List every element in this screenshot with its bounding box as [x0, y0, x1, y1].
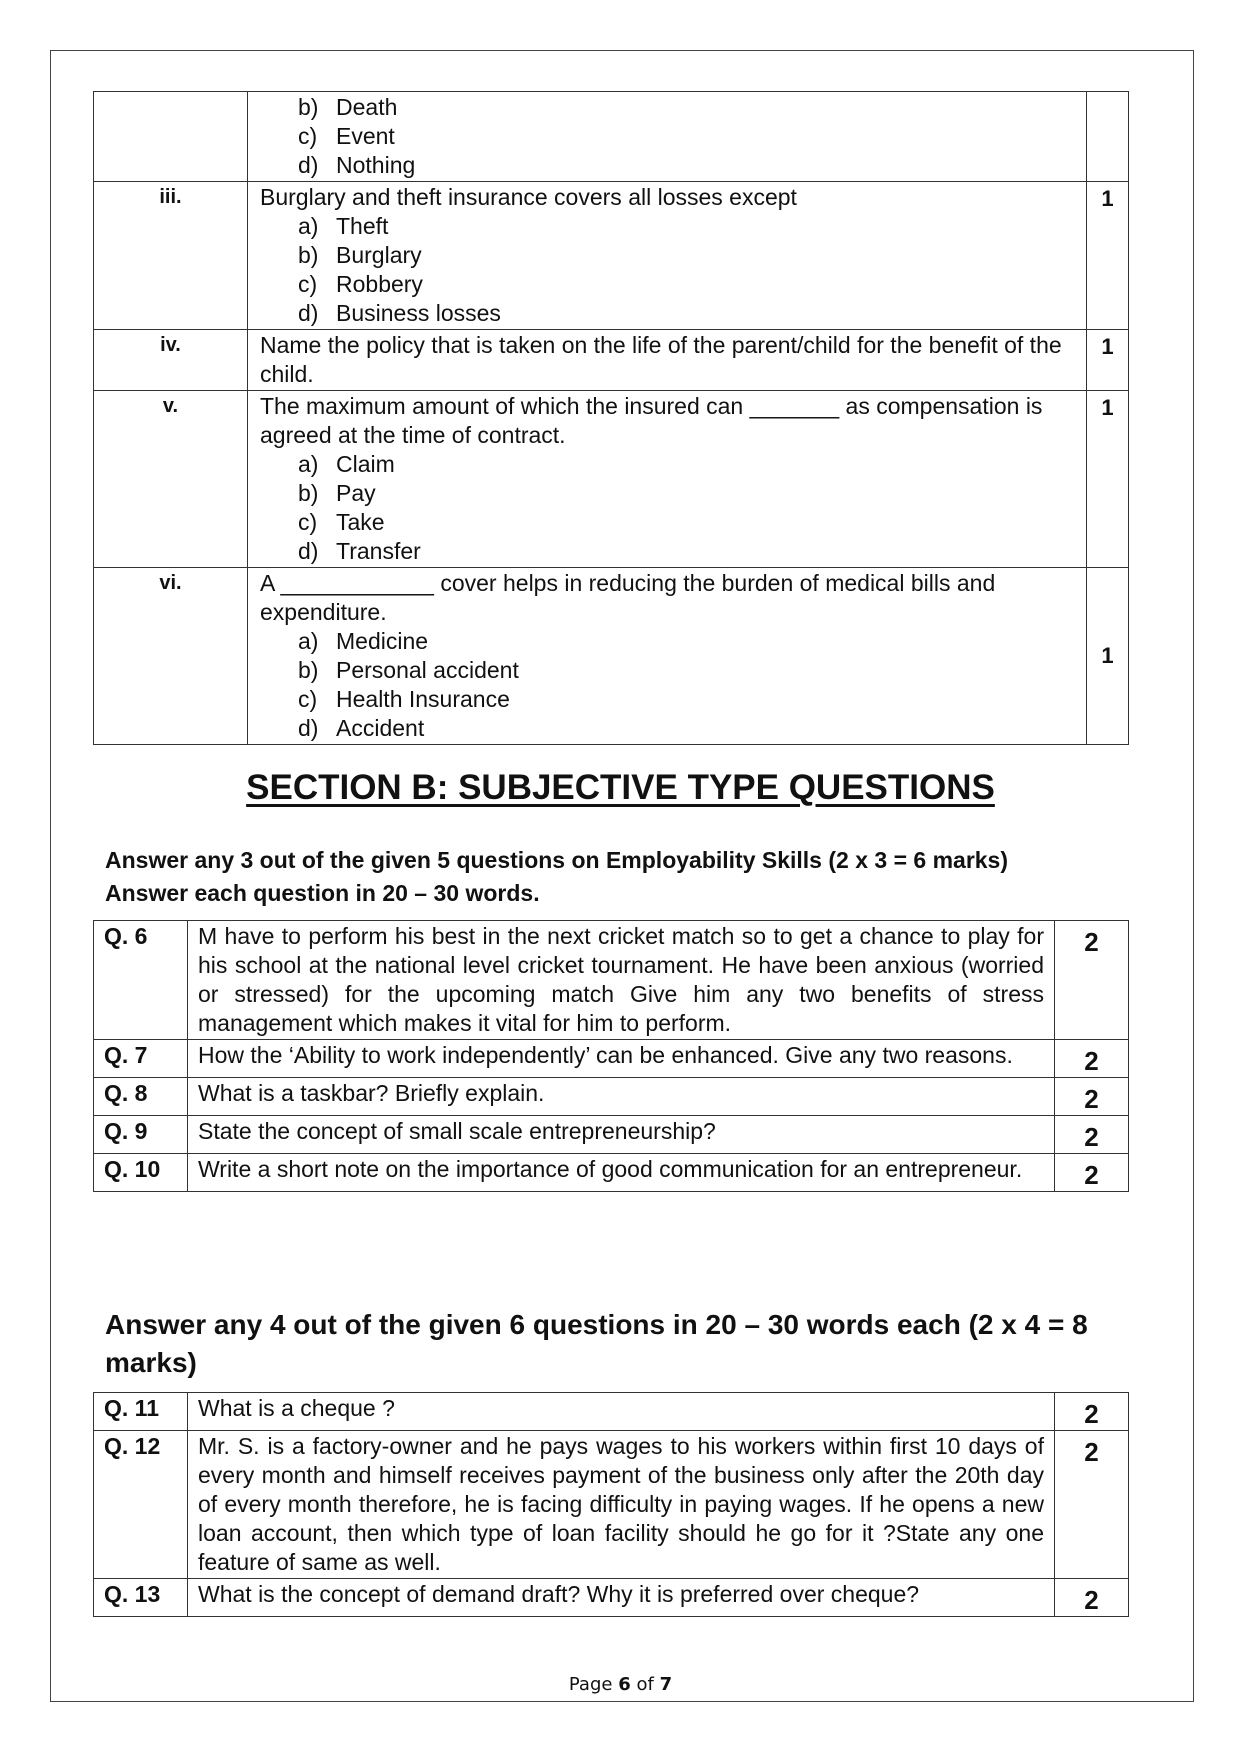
instruction-employability: Answer any 3 out of the given 5 questions on Employability Skills (2 x 3 = 6 marks) [105, 847, 1009, 873]
option-item [260, 299, 1076, 328]
question-number: Q. 11 [94, 1393, 188, 1431]
question-row [94, 1154, 1129, 1192]
marks: 1 [1087, 182, 1129, 330]
option-text: Pay [336, 480, 376, 506]
question-number: v. [94, 391, 248, 568]
option-text: Burglary [336, 242, 422, 268]
option-letter: c) [298, 123, 318, 149]
mcq-row [94, 568, 1129, 745]
mcq-row [94, 182, 1129, 330]
marks: 2 [1055, 1431, 1129, 1579]
question-row [94, 1393, 1129, 1431]
question-row [94, 1040, 1129, 1078]
mcq-row [94, 391, 1129, 568]
question-text: How the ‘Ability to work independently’ can be enhanced. Give any two reasons. [188, 1040, 1055, 1078]
option-item [260, 151, 1076, 180]
question-number: Q. 12 [94, 1431, 188, 1579]
option-text: Death [336, 94, 398, 120]
marks [1087, 92, 1129, 182]
question-text: What is a cheque ? [188, 1393, 1055, 1431]
option-text: Robbery [336, 271, 423, 297]
option-text: Nothing [336, 152, 416, 178]
question-row [94, 1116, 1129, 1154]
option-letter: b) [298, 480, 319, 506]
option-letter: d) [298, 538, 319, 564]
option-item [260, 714, 1076, 743]
option-letter: b) [298, 657, 319, 683]
marks: 1 [1087, 330, 1129, 391]
question-text: Mr. S. is a factory-owner and he pays wages to his workers within first 10 days of every month and himself receives payment of the business only after the 20th day of every month therefore, he is facing difficulty in paying wages. If he opens a new loan account, then which type of loan facility should he go for it ?State any one feature of same as well. [188, 1431, 1055, 1579]
option-item [260, 685, 1076, 714]
question-text: M have to perform his best in the next cricket match so to get a chance to play for his school at the national level cricket tournament. He have been anxious (worried or stressed) for the upcoming match Give him any two benefits of stress management which makes it vital for him to perform. [188, 921, 1055, 1040]
question-cell [248, 92, 1087, 182]
page-total: 7 [659, 1674, 673, 1695]
question-number: iii. [94, 182, 248, 330]
question-text: The maximum amount of which the insured can _______ as compensation is agreed at the time of contract. [260, 393, 1043, 448]
marks: 1 [1087, 568, 1129, 745]
question-number: Q. 8 [94, 1078, 188, 1116]
option-letter: c) [298, 271, 318, 297]
question-cell [248, 568, 1087, 745]
option-letter: a) [298, 213, 319, 239]
question-number: vi. [94, 568, 248, 745]
option-text: Theft [336, 213, 389, 239]
question-number: iv. [94, 330, 248, 391]
mcq-row [94, 330, 1129, 391]
option-text: Take [336, 509, 385, 535]
option-letter: d) [298, 152, 319, 178]
question-text: What is the concept of demand draft? Why it is preferred over cheque? [188, 1579, 1055, 1617]
option-item [260, 627, 1076, 656]
option-text: Claim [336, 451, 395, 477]
option-item [260, 537, 1076, 566]
option-item [260, 656, 1076, 685]
question-row [94, 1078, 1129, 1116]
option-text: Accident [336, 715, 425, 741]
question-number: Q. 13 [94, 1579, 188, 1617]
question-text: What is a taskbar? Briefly explain. [188, 1078, 1055, 1116]
option-letter: a) [298, 628, 319, 654]
marks: 2 [1055, 1393, 1129, 1431]
question-number: Q. 6 [94, 921, 188, 1040]
page-number: 6 [618, 1674, 631, 1695]
option-letter: b) [298, 94, 319, 120]
option-text: Personal accident [336, 657, 519, 683]
question-text: Write a short note on the importance of good communication for an entrepreneur. [188, 1154, 1055, 1192]
subjective-questions-table [93, 1392, 1129, 1617]
mcq-table [93, 91, 1129, 745]
option-item [260, 122, 1076, 151]
question-text: Burglary and theft insurance covers all losses except [260, 184, 797, 210]
marks: 2 [1055, 1116, 1129, 1154]
question-number [94, 92, 248, 182]
question-text: A ____________ cover helps in reducing the burden of medical bills and expenditure. [260, 570, 996, 625]
question-text: State the concept of small scale entrepreneurship? [188, 1116, 1055, 1154]
question-number: Q. 9 [94, 1116, 188, 1154]
marks: 2 [1055, 1154, 1129, 1192]
instruction-word-limit: Answer each question in 20 – 30 words. [105, 880, 540, 906]
question-number: Q. 7 [94, 1040, 188, 1078]
option-text: Health Insurance [336, 686, 510, 712]
page-footer: Page 6 of 7 [568, 1674, 673, 1695]
instruction-group-2: Answer any 4 out of the given 6 questions in 20 – 30 words each (2 x 4 = 8 marks) [105, 1309, 1088, 1378]
employability-questions-table [93, 920, 1129, 1192]
question-number: Q. 10 [94, 1154, 188, 1192]
question-text: Name the policy that is taken on the life of the parent/child for the benefit of the child. [260, 332, 1062, 387]
option-letter: b) [298, 242, 319, 268]
question-cell [248, 391, 1087, 568]
marks: 1 [1087, 391, 1129, 568]
question-row [94, 1579, 1129, 1617]
option-text: Transfer [336, 538, 421, 564]
option-letter: a) [298, 451, 319, 477]
option-item [260, 93, 1076, 122]
marks: 2 [1055, 1078, 1129, 1116]
option-item [260, 212, 1076, 241]
option-item [260, 270, 1076, 299]
question-row [94, 921, 1129, 1040]
mcq-row [94, 92, 1129, 182]
marks: 2 [1055, 1040, 1129, 1078]
option-text: Medicine [336, 628, 429, 654]
option-text: Event [336, 123, 395, 149]
question-cell [248, 182, 1087, 330]
option-letter: c) [298, 509, 318, 535]
marks: 2 [1055, 1579, 1129, 1617]
option-item [260, 241, 1076, 270]
option-item [260, 479, 1076, 508]
option-item [260, 508, 1076, 537]
question-cell [248, 330, 1087, 391]
marks: 2 [1055, 921, 1129, 1040]
option-text: Business losses [336, 300, 501, 326]
option-item [260, 450, 1076, 479]
option-letter: d) [298, 715, 319, 741]
option-letter: d) [298, 300, 319, 326]
section-b-title: SECTION B: SUBJECTIVE TYPE QUESTIONS [246, 768, 995, 807]
option-letter: c) [298, 686, 318, 712]
question-row [94, 1431, 1129, 1579]
